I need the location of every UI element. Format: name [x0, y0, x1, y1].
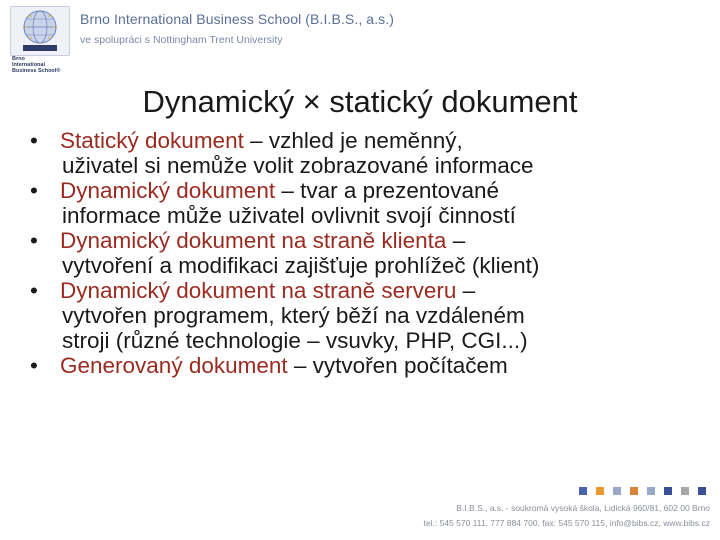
bullet-continuation: informace může uživatel ovlivnit svojí činností	[62, 203, 516, 228]
bullet-item	[30, 178, 700, 228]
bullet-text: – vzhled je neměnný,	[243, 128, 463, 153]
decorative-square	[630, 487, 638, 495]
bullet-item	[30, 278, 700, 353]
bullet-line	[60, 178, 700, 203]
bullet-text: – vytvořen počítačem	[287, 353, 508, 378]
bullet-icon: •	[30, 228, 38, 253]
bullet-term: Dynamický dokument na straně klienta	[60, 228, 447, 253]
footer-address: B.I.B.S., a.s. - soukromá vysoká škola, Lidická 960/81, 602 00 Brno	[456, 503, 710, 513]
bullet-line	[60, 128, 700, 153]
slide-header	[0, 0, 720, 78]
bullet-icon: •	[30, 353, 38, 378]
bullet-term: Dynamický dokument	[60, 178, 276, 203]
bullet-continuation: stroji (různé technologie – vsuvky, PHP, CGI...)	[62, 328, 528, 353]
decorative-square	[596, 487, 604, 495]
bullet-item	[30, 128, 700, 178]
decorative-square	[698, 487, 706, 495]
decorative-square	[613, 487, 621, 495]
bullet-icon: •	[30, 278, 38, 303]
logo-caption-line: Business School®	[12, 68, 61, 75]
decorative-squares	[579, 487, 720, 495]
bullet-line	[60, 278, 700, 303]
bullet-term: Generovaný dokument	[60, 353, 288, 378]
bullet-line	[60, 353, 700, 378]
slide-title: Dynamický × statický dokument	[142, 84, 578, 119]
bullet-icon: •	[30, 128, 38, 153]
bullet-text: – tvar a prezentované	[275, 178, 499, 203]
school-logo	[10, 6, 70, 56]
bullet-item	[30, 353, 700, 378]
bullet-list	[30, 128, 700, 378]
footer-contacts: tel.: 545 570 111, 777 884 700, fax: 545 570 115, info@bibs.cz, www.bibs.cz	[423, 518, 710, 528]
school-name: Brno International Business School (B.I.B.S., a.s.)	[80, 11, 395, 27]
logo-caption-line: International	[12, 62, 46, 69]
bullet-term: Statický dokument	[60, 128, 244, 153]
logo-caption	[12, 56, 72, 75]
decorative-square	[681, 487, 689, 495]
decorative-square	[664, 487, 672, 495]
bullet-icon: •	[30, 178, 38, 203]
bullet-continuation: vytvořen programem, který běží na vzdáleném	[62, 303, 525, 328]
logo-caption-line: Brno	[12, 56, 25, 62]
decorative-square	[647, 487, 655, 495]
decorative-square	[579, 487, 587, 495]
school-partnership: ve spolupráci s Nottingham Trent University	[80, 34, 283, 46]
bullet-term: Dynamický dokument na straně serveru	[60, 278, 457, 303]
bullet-continuation: uživatel si nemůže volit zobrazované informace	[62, 153, 534, 178]
bullet-text: –	[456, 278, 476, 303]
bullet-text: –	[446, 228, 466, 253]
globe-icon	[11, 7, 69, 55]
bullet-item	[30, 228, 700, 278]
bullet-line	[60, 228, 700, 253]
bullet-continuation: vytvoření a modifikaci zajišťuje prohlížeč (klient)	[62, 253, 540, 278]
